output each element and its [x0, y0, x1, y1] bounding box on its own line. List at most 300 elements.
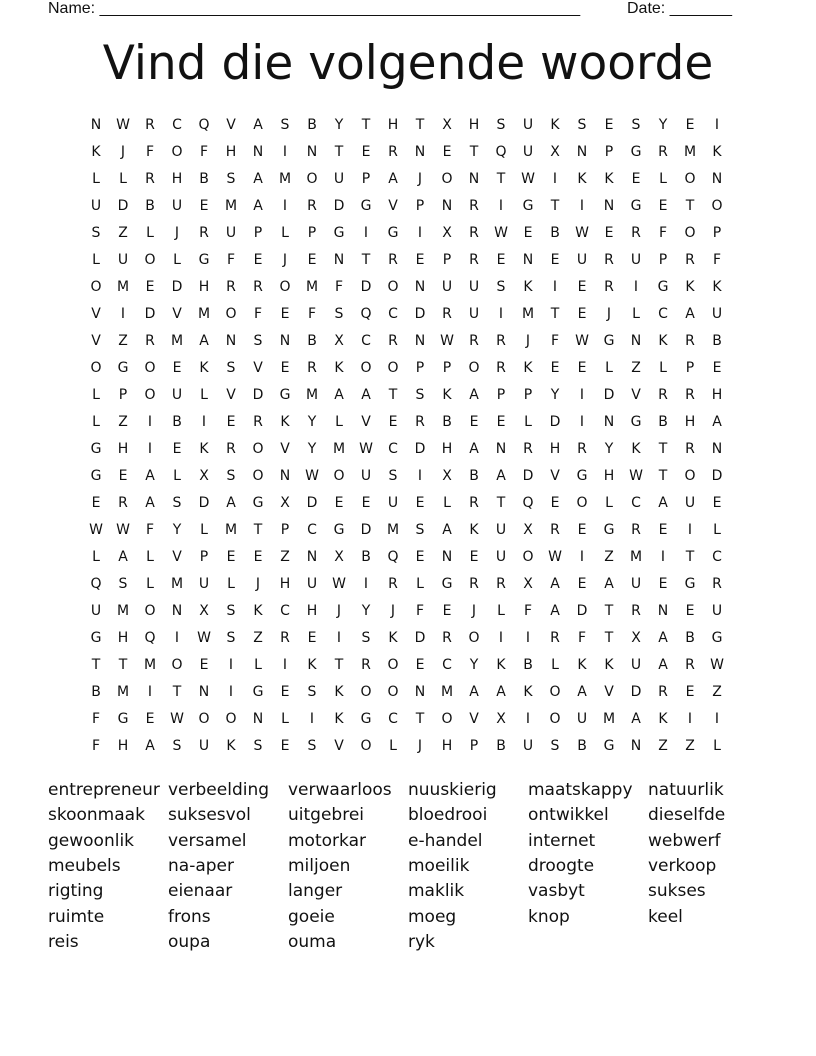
grid-letter: G — [279, 387, 291, 403]
grid-letter: U — [684, 495, 696, 511]
grid-letter: T — [118, 657, 128, 673]
grid-letter: Z — [658, 738, 668, 754]
grid-letter: R — [388, 252, 398, 268]
grid-letter: G — [657, 279, 669, 295]
word-list-item: rigting — [48, 881, 104, 902]
grid-letter: U — [468, 306, 480, 322]
word-list-item: maatskappy — [528, 780, 633, 800]
grid-letter: L — [524, 414, 532, 430]
grid-letter: A — [577, 684, 587, 700]
word-list-item: entrepreneur — [48, 780, 160, 800]
grid-letter: A — [442, 522, 452, 538]
grid-letter: D — [414, 441, 426, 457]
grid-letter: U — [522, 117, 534, 133]
grid-letter: J — [174, 225, 180, 241]
grid-letter: P — [469, 738, 479, 754]
grid-letter: L — [254, 657, 262, 673]
grid-letter: V — [253, 360, 263, 376]
grid-letter: I — [714, 711, 720, 727]
grid-letter: N — [306, 144, 318, 160]
word-list-item: e-handel — [408, 830, 483, 851]
grid-letter: V — [226, 387, 236, 403]
grid-letter: I — [633, 279, 639, 295]
grid-letter: B — [469, 468, 479, 484]
word-list-item: internet — [528, 830, 596, 851]
grid-letter: A — [658, 495, 668, 511]
grid-letter: I — [147, 684, 153, 700]
grid-letter: B — [145, 198, 155, 214]
grid-letter: H — [279, 576, 291, 592]
grid-letter: H — [711, 387, 723, 403]
word-list-item: reis — [48, 931, 79, 952]
grid-letter: G — [252, 684, 264, 700]
grid-letter: C — [631, 495, 641, 511]
grid-letter: O — [279, 279, 291, 295]
grid-letter: R — [496, 333, 506, 349]
grid-letter: D — [360, 522, 372, 538]
grid-letter: R — [388, 144, 398, 160]
grid-letter: R — [685, 657, 695, 673]
word-list-item: ruimte — [48, 906, 105, 927]
grid-letter: P — [199, 549, 209, 565]
grid-letter: E — [280, 684, 290, 700]
grid-letter: U — [522, 144, 534, 160]
grid-letter: A — [550, 576, 560, 592]
grid-letter: I — [147, 414, 153, 430]
grid-letter: F — [145, 522, 155, 538]
grid-letter: E — [685, 117, 695, 133]
grid-letter: K — [442, 387, 452, 403]
grid-letter: S — [91, 225, 101, 241]
grid-letter: E — [685, 684, 695, 700]
grid-letter: K — [253, 603, 263, 619]
grid-letter: L — [416, 576, 424, 592]
grid-letter: E — [604, 117, 614, 133]
grid-letter: F — [307, 306, 317, 322]
grid-letter: R — [685, 441, 695, 457]
grid-letter: N — [522, 252, 534, 268]
grid-letter: O — [684, 225, 696, 241]
grid-letter: T — [658, 441, 668, 457]
grid-letter: T — [496, 495, 506, 511]
grid-letter: D — [360, 279, 372, 295]
grid-letter: U — [171, 387, 183, 403]
grid-letter: I — [579, 198, 585, 214]
grid-letter: J — [606, 306, 612, 322]
grid-letter: O — [171, 144, 183, 160]
grid-letter: I — [417, 468, 423, 484]
grid-letter: K — [280, 414, 290, 430]
grid-letter: K — [577, 657, 587, 673]
word-list-item: langer — [288, 881, 343, 902]
grid-letter: N — [252, 711, 264, 727]
grid-letter: Z — [253, 630, 263, 646]
grid-letter: I — [417, 225, 423, 241]
grid-letter: E — [577, 576, 587, 592]
grid-letter: R — [685, 387, 695, 403]
grid-letter: R — [226, 441, 236, 457]
grid-letter: D — [414, 630, 426, 646]
grid-letter: G — [252, 495, 264, 511]
grid-letter: P — [604, 144, 614, 160]
grid-letter: E — [469, 414, 479, 430]
grid-letter: O — [441, 171, 453, 187]
grid-letter: K — [523, 684, 533, 700]
grid-letter: L — [389, 738, 397, 754]
grid-letter: L — [659, 171, 667, 187]
grid-letter: P — [442, 252, 452, 268]
grid-letter: R — [631, 225, 641, 241]
grid-letter: N — [414, 144, 426, 160]
grid-letter: O — [144, 360, 156, 376]
grid-letter: R — [631, 522, 641, 538]
grid-letter: E — [280, 738, 290, 754]
word-list-item: ontwikkel — [528, 805, 609, 826]
grid-letter: G — [333, 522, 345, 538]
grid-letter: G — [387, 225, 399, 241]
grid-letter: N — [414, 279, 426, 295]
grid-letter: R — [496, 360, 506, 376]
grid-letter: S — [307, 684, 317, 700]
grid-letter: G — [684, 576, 696, 592]
grid-letter: H — [549, 441, 561, 457]
grid-letter: F — [550, 333, 560, 349]
grid-letter: K — [685, 279, 695, 295]
grid-letter: M — [224, 198, 238, 214]
grid-letter: A — [145, 738, 155, 754]
grid-letter: M — [116, 279, 130, 295]
grid-letter: S — [226, 360, 236, 376]
grid-letter: E — [577, 522, 587, 538]
grid-letter: T — [658, 468, 668, 484]
grid-letter: E — [226, 549, 236, 565]
grid-letter: N — [441, 549, 453, 565]
grid-letter: D — [603, 387, 615, 403]
grid-letter: I — [228, 684, 234, 700]
grid-letter: R — [226, 279, 236, 295]
name-field[interactable]: Name: ______________________________________________________ — [48, 0, 581, 17]
grid-letter: E — [604, 225, 614, 241]
grid-letter: U — [576, 252, 588, 268]
grid-letter: I — [201, 414, 207, 430]
grid-letter: E — [361, 495, 371, 511]
grid-letter: L — [443, 495, 451, 511]
grid-letter: E — [442, 144, 452, 160]
grid-letter: O — [144, 387, 156, 403]
grid-letter: E — [712, 360, 722, 376]
grid-letter: A — [550, 603, 560, 619]
grid-letter: L — [92, 549, 100, 565]
word-list-item: na-aper — [168, 855, 234, 876]
grid-letter: E — [334, 495, 344, 511]
grid-letter: S — [496, 117, 506, 133]
grid-letter: O — [306, 171, 318, 187]
grid-letter: Q — [198, 117, 210, 133]
grid-letter: L — [200, 522, 208, 538]
grid-letter: W — [116, 522, 130, 538]
word-list-item: gewoonlik — [48, 830, 135, 851]
grid-letter: N — [603, 198, 615, 214]
grid-letter: M — [440, 684, 454, 700]
word-list-item: miljoen — [288, 855, 351, 876]
grid-letter: P — [523, 387, 533, 403]
grid-letter: Z — [118, 225, 128, 241]
grid-letter: R — [199, 225, 209, 241]
grid-letter: M — [143, 657, 157, 673]
grid-letter: K — [91, 144, 101, 160]
grid-letter: T — [604, 603, 614, 619]
word-list — [48, 780, 768, 960]
grid-letter: R — [145, 333, 155, 349]
grid-letter: X — [199, 468, 209, 484]
grid-letter: A — [469, 387, 479, 403]
grid-letter: A — [658, 630, 668, 646]
grid-letter: G — [117, 711, 129, 727]
grid-letter: I — [228, 657, 234, 673]
grid-letter: U — [576, 711, 588, 727]
word-list-item: verwaarloos — [288, 780, 392, 800]
grid-letter: O — [90, 360, 102, 376]
grid-letter: O — [333, 468, 345, 484]
grid-letter: S — [172, 738, 182, 754]
grid-letter: B — [307, 333, 317, 349]
grid-letter: E — [253, 252, 263, 268]
grid-letter: W — [521, 171, 535, 187]
grid-letter: G — [117, 360, 129, 376]
grid-letter: P — [442, 360, 452, 376]
grid-letter: C — [658, 306, 668, 322]
grid-letter: N — [225, 333, 237, 349]
grid-letter: W — [575, 333, 589, 349]
grid-letter: L — [281, 225, 289, 241]
grid-letter: G — [360, 198, 372, 214]
word-list-item: natuurlik — [648, 780, 724, 800]
grid-letter: D — [630, 684, 642, 700]
grid-letter: U — [522, 738, 534, 754]
word-list-item: droogte — [528, 855, 595, 876]
grid-letter: Y — [307, 414, 317, 430]
grid-letter: O — [360, 360, 372, 376]
grid-letter: W — [710, 657, 724, 673]
grid-letter: L — [551, 657, 559, 673]
grid-letter: E — [415, 549, 425, 565]
grid-letter: B — [685, 630, 695, 646]
grid-letter: S — [226, 630, 236, 646]
grid-letter: N — [414, 333, 426, 349]
grid-letter: U — [171, 198, 183, 214]
grid-letter: S — [307, 738, 317, 754]
grid-letter: S — [577, 117, 587, 133]
word-list-item: keel — [648, 906, 683, 927]
grid-letter: L — [92, 387, 100, 403]
grid-letter: U — [630, 657, 642, 673]
grid-letter: K — [658, 711, 668, 727]
grid-letter: M — [386, 522, 400, 538]
grid-letter: X — [550, 144, 560, 160]
grid-letter: U — [711, 603, 723, 619]
word-list-item: sukses — [648, 881, 706, 902]
grid-letter: T — [172, 684, 182, 700]
grid-letter: A — [469, 684, 479, 700]
grid-letter: T — [604, 630, 614, 646]
grid-letter: P — [118, 387, 128, 403]
grid-letter: D — [414, 306, 426, 322]
grid-letter: R — [712, 576, 722, 592]
grid-letter: I — [579, 387, 585, 403]
grid-letter: F — [91, 738, 101, 754]
grid-letter: I — [525, 630, 531, 646]
grid-letter: F — [658, 225, 668, 241]
grid-letter: O — [468, 360, 480, 376]
word-list-item: dieselfde — [648, 805, 726, 826]
grid-letter: S — [361, 630, 371, 646]
grid-letter: B — [199, 171, 209, 187]
grid-letter: K — [334, 360, 344, 376]
grid-letter: S — [226, 171, 236, 187]
grid-letter: J — [390, 603, 396, 619]
grid-letter: Y — [604, 441, 614, 457]
grid-letter: I — [552, 279, 558, 295]
grid-letter: S — [415, 522, 425, 538]
grid-letter: A — [496, 684, 506, 700]
grid-letter: I — [309, 711, 315, 727]
grid-letter: H — [306, 603, 318, 619]
grid-letter: E — [415, 657, 425, 673]
grid-letter: F — [145, 144, 155, 160]
grid-letter: E — [388, 414, 398, 430]
grid-letter: E — [118, 468, 128, 484]
grid-letter: W — [359, 441, 373, 457]
grid-letter: P — [415, 198, 425, 214]
grid-letter: C — [172, 117, 182, 133]
grid-letter: I — [714, 117, 720, 133]
word-list-item: uitgebrei — [288, 805, 365, 826]
grid-letter: O — [549, 684, 561, 700]
grid-letter: A — [118, 549, 128, 565]
name-date-header — [48, 0, 748, 20]
grid-letter: N — [657, 603, 669, 619]
grid-letter: H — [117, 630, 129, 646]
grid-letter: R — [658, 684, 668, 700]
grid-letter: O — [144, 252, 156, 268]
grid-letter: A — [253, 117, 263, 133]
grid-letter: A — [334, 387, 344, 403]
grid-letter: R — [388, 333, 398, 349]
grid-letter: E — [550, 495, 560, 511]
grid-letter: M — [305, 279, 319, 295]
grid-letter: S — [172, 495, 182, 511]
grid-letter: X — [199, 603, 209, 619]
word-list-item: vasbyt — [528, 881, 585, 902]
grid-letter: R — [550, 630, 560, 646]
grid-letter: E — [199, 198, 209, 214]
date-field[interactable]: Date: _______ — [627, 0, 732, 17]
grid-letter: G — [360, 711, 372, 727]
grid-letter: V — [91, 333, 101, 349]
grid-letter: P — [658, 252, 668, 268]
grid-letter: O — [549, 711, 561, 727]
grid-letter: E — [253, 549, 263, 565]
grid-letter: S — [253, 333, 263, 349]
grid-letter: A — [226, 495, 236, 511]
grid-letter: A — [253, 198, 263, 214]
grid-letter: L — [173, 468, 181, 484]
grid-letter: O — [171, 657, 183, 673]
grid-letter: E — [523, 225, 533, 241]
grid-letter: Y — [469, 657, 479, 673]
grid-letter: L — [713, 738, 721, 754]
word-list-item: nuuskierig — [408, 780, 497, 800]
grid-letter: R — [658, 387, 668, 403]
grid-letter: F — [199, 144, 209, 160]
grid-letter: J — [471, 603, 477, 619]
grid-letter: E — [577, 360, 587, 376]
grid-letter: I — [147, 441, 153, 457]
grid-letter: L — [119, 171, 127, 187]
grid-letter: X — [523, 576, 533, 592]
grid-letter: A — [658, 657, 668, 673]
grid-letter: B — [712, 333, 722, 349]
grid-letter: P — [280, 522, 290, 538]
grid-letter: R — [469, 225, 479, 241]
grid-letter: F — [334, 279, 344, 295]
grid-letter: K — [334, 684, 344, 700]
grid-letter: R — [604, 252, 614, 268]
grid-letter: R — [388, 576, 398, 592]
grid-letter: R — [550, 522, 560, 538]
grid-letter: N — [468, 171, 480, 187]
grid-letter: R — [631, 603, 641, 619]
grid-letter: U — [441, 279, 453, 295]
grid-letter: I — [498, 306, 504, 322]
grid-letter: G — [522, 198, 534, 214]
grid-letter: O — [684, 171, 696, 187]
grid-letter: R — [658, 144, 668, 160]
word-list-item: ryk — [408, 931, 435, 952]
grid-letter: V — [334, 738, 344, 754]
grid-letter: V — [361, 414, 371, 430]
grid-letter: A — [199, 333, 209, 349]
grid-letter: M — [170, 576, 184, 592]
grid-letter: J — [525, 333, 531, 349]
grid-letter: A — [388, 171, 398, 187]
grid-letter: N — [252, 144, 264, 160]
grid-letter: L — [200, 387, 208, 403]
grid-letter: W — [170, 711, 184, 727]
grid-letter: M — [197, 306, 211, 322]
grid-letter: G — [441, 576, 453, 592]
grid-letter: O — [711, 198, 723, 214]
grid-letter: R — [577, 441, 587, 457]
grid-letter: P — [685, 360, 695, 376]
grid-letter: K — [604, 657, 614, 673]
grid-letter: R — [253, 414, 263, 430]
grid-letter: V — [226, 117, 236, 133]
grid-letter: B — [91, 684, 101, 700]
grid-letter: K — [469, 522, 479, 538]
grid-letter: K — [523, 360, 533, 376]
grid-letter: W — [494, 225, 508, 241]
grid-letter: Z — [280, 549, 290, 565]
grid-letter: R — [469, 495, 479, 511]
grid-letter: D — [171, 279, 183, 295]
grid-letter: M — [629, 549, 643, 565]
grid-letter: I — [552, 171, 558, 187]
grid-letter: E — [307, 630, 317, 646]
grid-letter: R — [442, 630, 452, 646]
grid-letter: T — [334, 657, 344, 673]
grid-letter: G — [333, 225, 345, 241]
